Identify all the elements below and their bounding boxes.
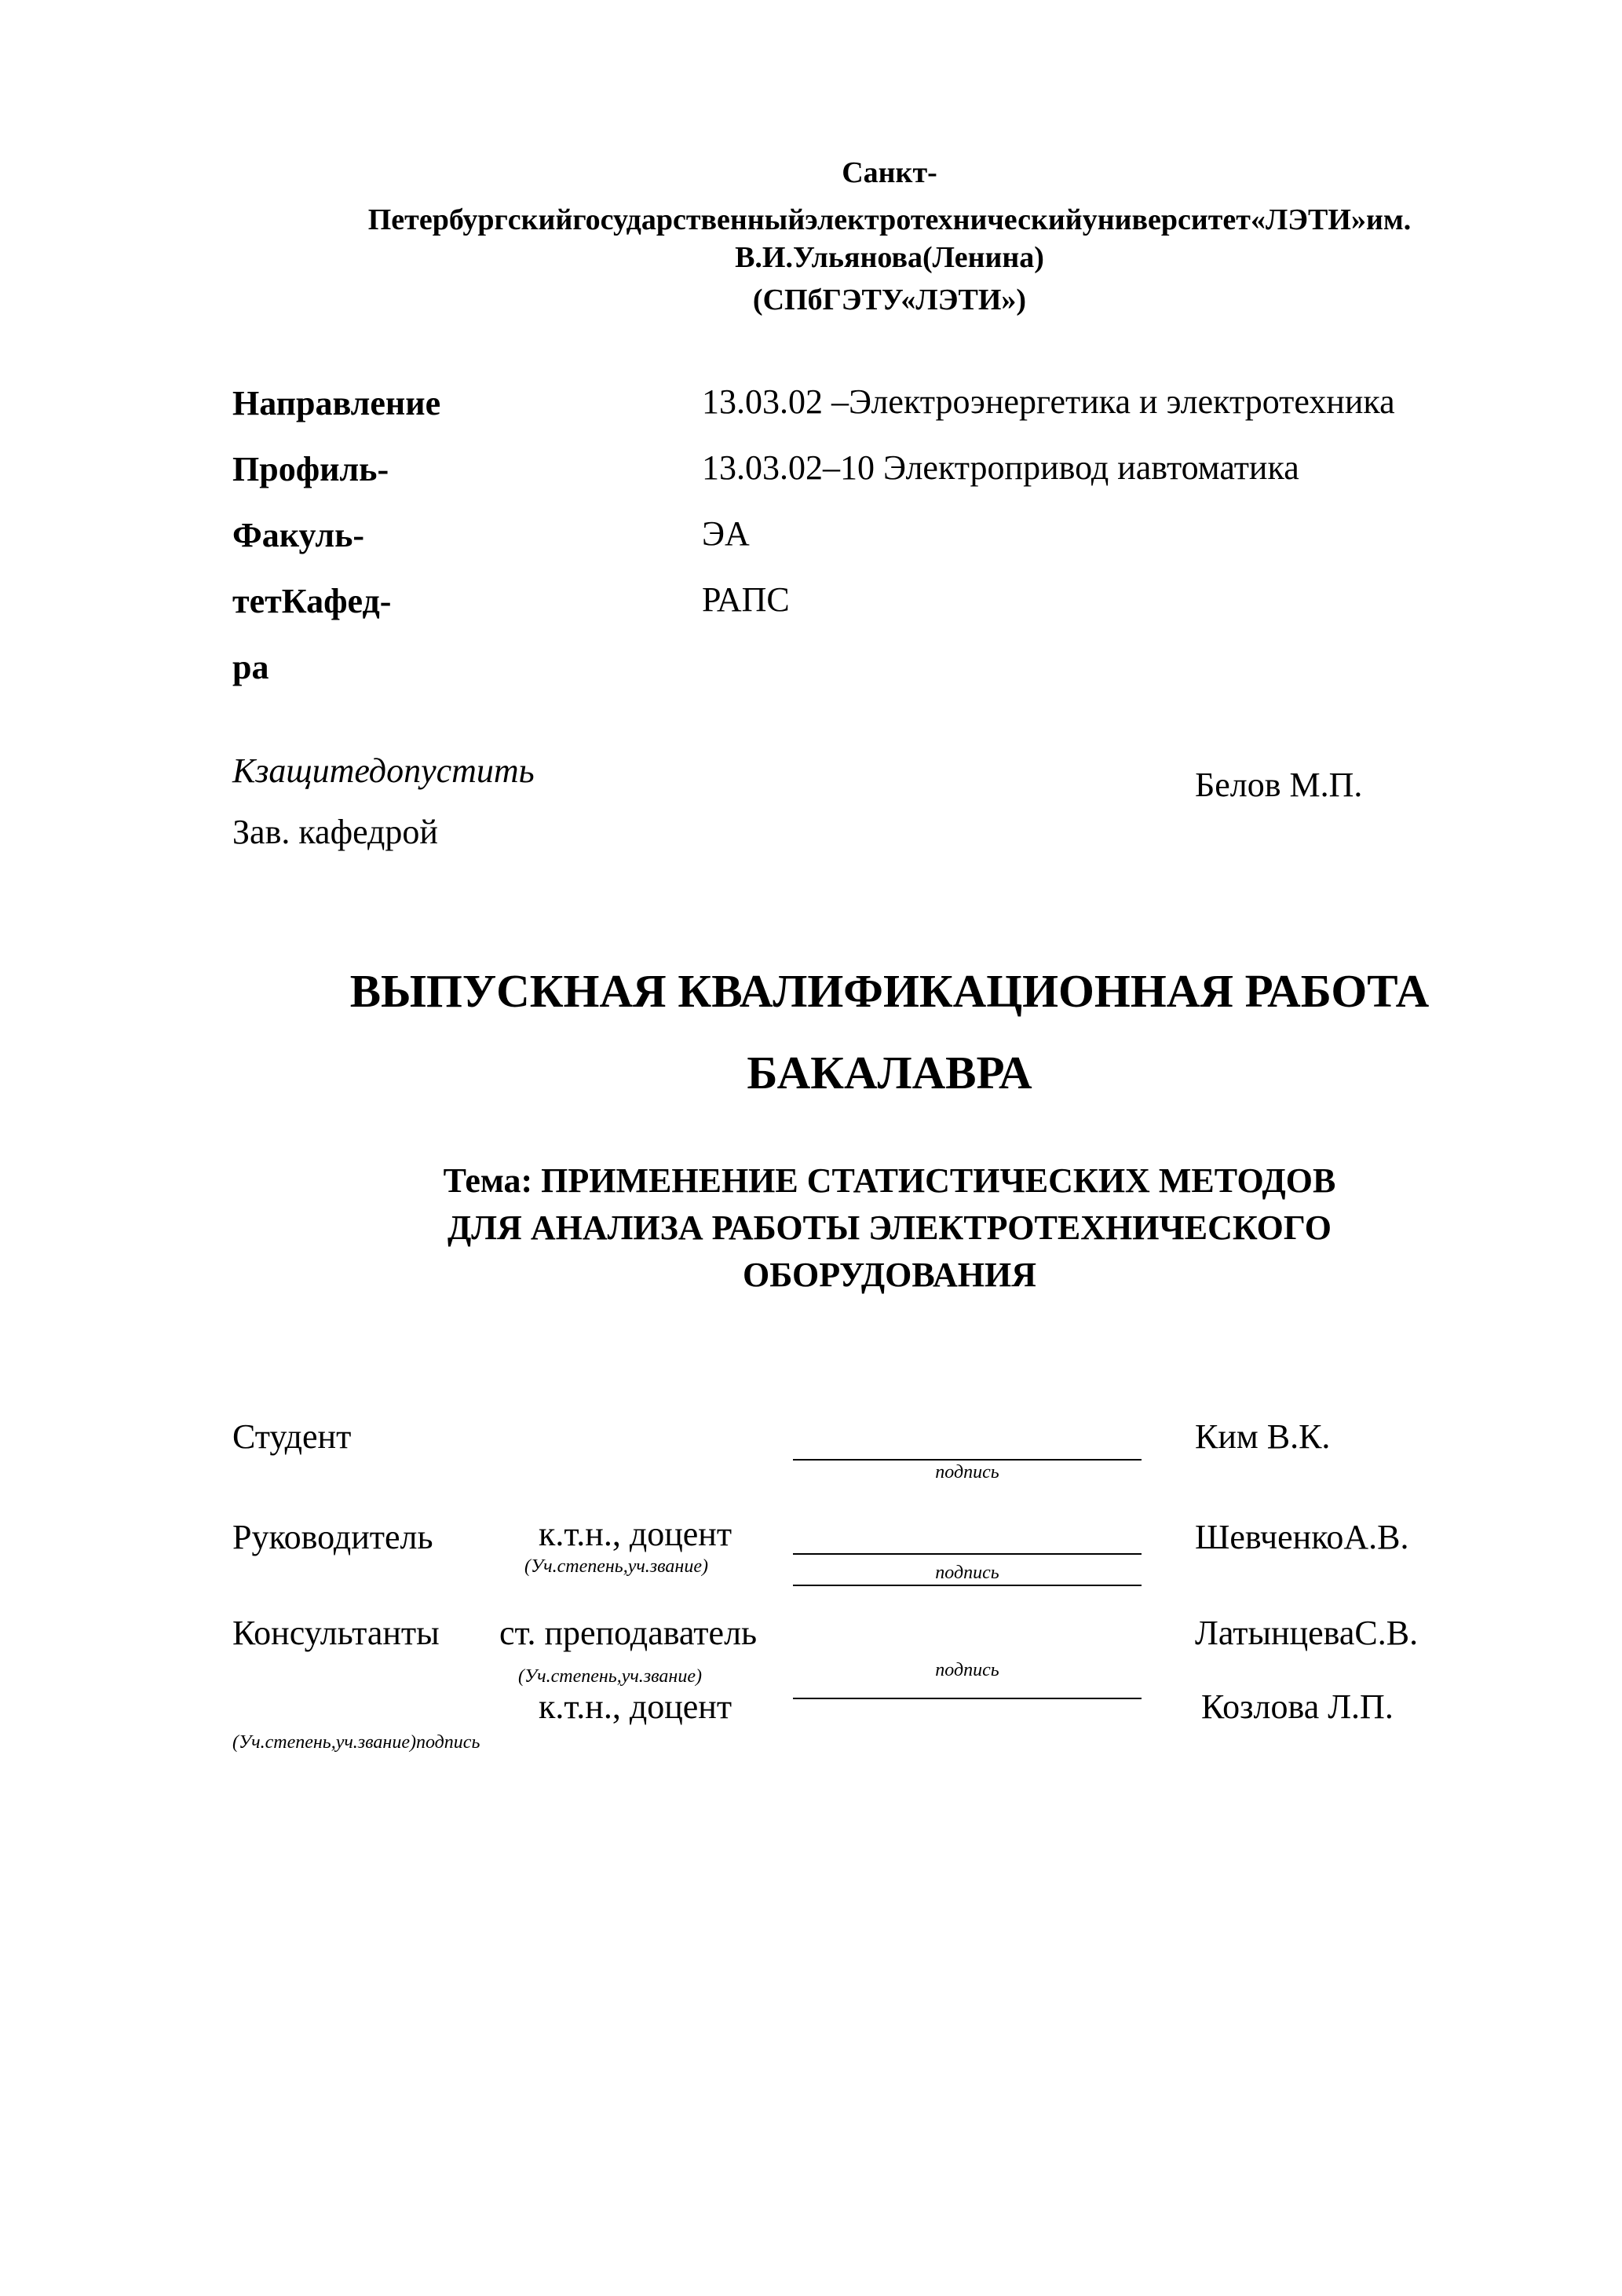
label-faculty: Факуль- (232, 516, 365, 554)
consultant-2-degree: к.т.н., доцент (539, 1687, 732, 1726)
topic-text-1: ПРИМЕНЕНИЕ СТАТИСТИЧЕСКИХ МЕТОДОВ (541, 1161, 1336, 1200)
consultant-1-signature-caption: подпись (935, 1660, 999, 1680)
consultant-1-degree-caption: (Уч.степень,уч.звание) (518, 1666, 702, 1687)
supervisor-degree: к.т.н., доцент (539, 1515, 732, 1553)
label-department-end: ра (232, 648, 269, 686)
student-signature-caption: подпись (935, 1462, 999, 1483)
label-faculty-department: тетКафед- (232, 582, 392, 620)
topic-line-3: ОБОРУДОВАНИЯ (743, 1256, 1036, 1294)
university-line-2: Петербургскийгосударственныйэлектротехническийуниверситет«ЛЭТИ»им. (367, 203, 1412, 236)
university-line-4: (СПбГЭТУ«ЛЭТИ») (752, 283, 1027, 316)
topic-line-2: ДЛЯ АНАЛИЗА РАБОТЫ ЭЛЕКТРОТЕХНИЧЕСКОГО (448, 1208, 1332, 1247)
admit-to-defense: Кзащитедопустить (232, 751, 535, 790)
student-role: Студент (232, 1417, 352, 1456)
thesis-title-line-1: ВЫПУСКНАЯ КВАЛИФИКАЦИОННАЯ РАБОТА (349, 965, 1430, 1017)
supervisor-degree-caption: (Уч.степень,уч.звание) (524, 1556, 708, 1577)
value-direction: 13.03.02 –Электроэнергетика и электротехника (702, 382, 1395, 421)
value-profile: 13.03.02–10 Электропривод иавтоматика (702, 448, 1299, 487)
consultant-2-name: Козлова Л.П. (1201, 1687, 1394, 1726)
bottom-caption: (Уч.степень,уч.звание)подпись (232, 1732, 480, 1753)
university-line-1: Санкт- (842, 156, 937, 189)
value-faculty: ЭА (702, 514, 750, 553)
student-signature-line (793, 1459, 1142, 1461)
topic-line-1 (0, 1161, 1622, 1201)
consultant-2-signature-line (793, 1698, 1142, 1699)
student-name: Ким В.К. (1195, 1417, 1331, 1456)
supervisor-signature-line (793, 1553, 1142, 1555)
value-department: РАПС (702, 580, 790, 619)
label-direction: Направление (232, 384, 441, 422)
university-line-3: В.И.Ульянова(Ленина) (735, 241, 1044, 274)
label-profile: Профиль- (232, 450, 389, 488)
head-name: Белов М.П. (1195, 766, 1363, 804)
consultants-role: Консультанты (232, 1614, 440, 1652)
supervisor-name: ШевченкоА.В. (1195, 1518, 1409, 1556)
thesis-title-line-2: БАКАЛАВРА (747, 1047, 1032, 1099)
consultant-1-degree: ст. преподаватель (499, 1614, 758, 1652)
head-of-department: Зав. кафедрой (232, 813, 438, 851)
consultant-1-name: ЛатынцеваС.В. (1195, 1614, 1419, 1652)
topic-prefix: Тема: (443, 1161, 533, 1200)
supervisor-signature-underline (793, 1585, 1142, 1586)
supervisor-role: Руководитель (232, 1518, 433, 1556)
supervisor-signature-caption: подпись (935, 1563, 999, 1583)
